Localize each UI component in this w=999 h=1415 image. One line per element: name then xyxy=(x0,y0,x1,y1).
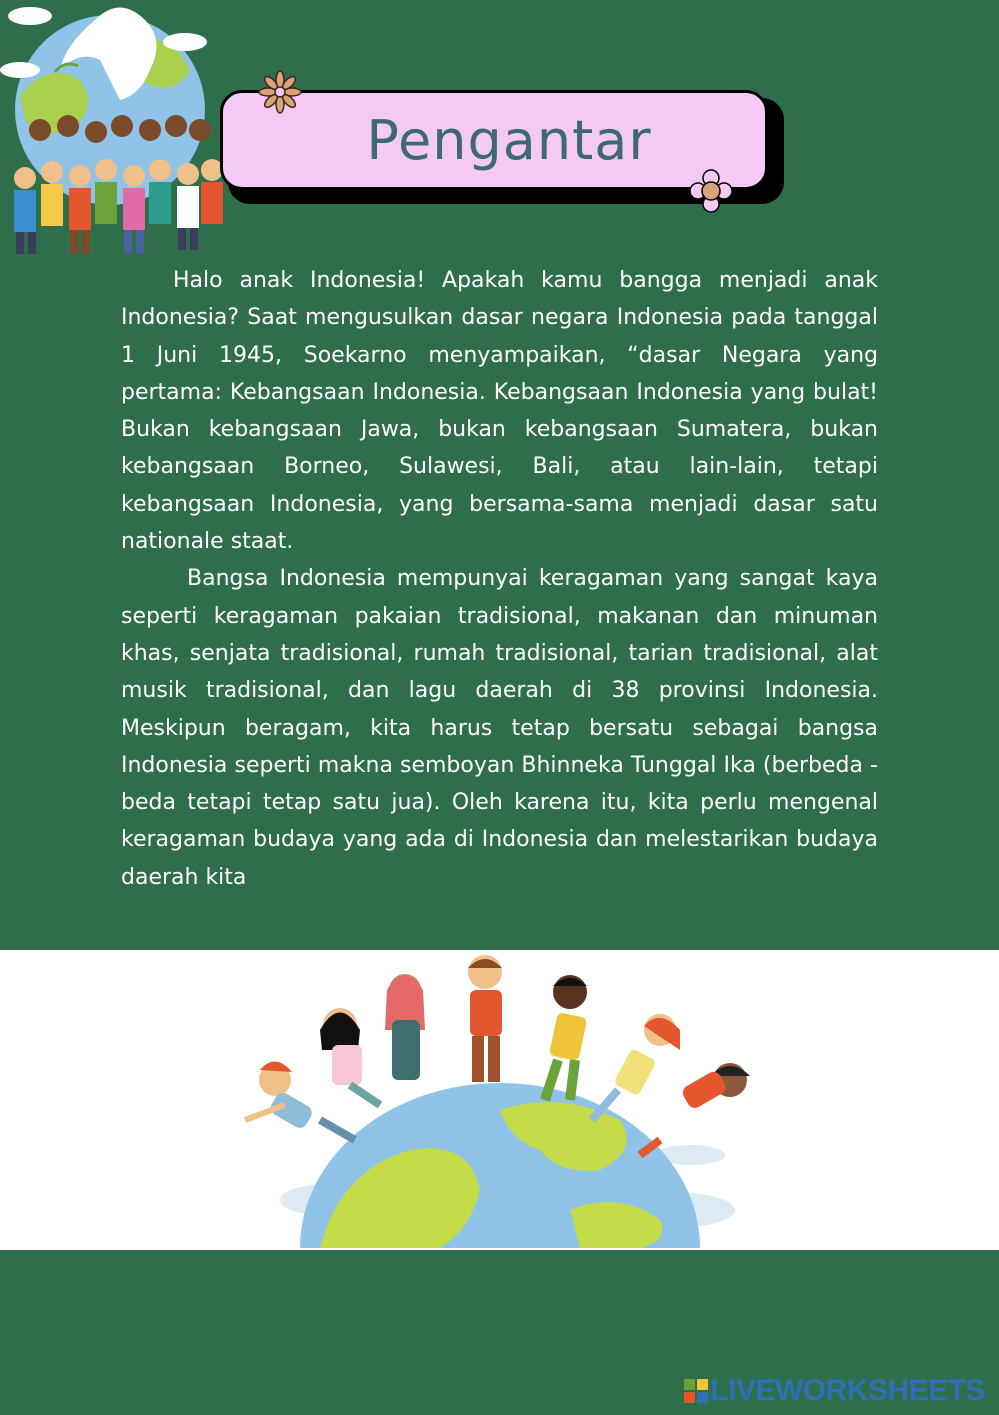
intro-text xyxy=(121,262,878,896)
globe-dove-children-illustration xyxy=(0,0,240,265)
paragraph: Bangsa Indonesia mempunyai keragaman yang sangat kaya seperti keragaman pakaian tradisional, makanan dan minuman khas, senjata tradisional, rumah tradisional, tarian tradisional, alat musik tradisional, dan lagu daerah di 38 provinsi Indonesia. Meskipun beragam, kita harus tetap bersatu sebagai bangsa Indonesia seperti makna semboyan Bhinneka Tunggal Ika (berbeda -beda tetapi tetap satu jua). Oleh karena itu, kita perlu mengenal keragaman budaya yang ada di Indonesia dan melestarikan budaya daerah kita xyxy=(121,566,878,890)
flower-icon xyxy=(688,168,734,214)
title-banner xyxy=(220,90,768,190)
brand-name: LIVEWORKSHEETS xyxy=(710,1374,985,1407)
flower-icon xyxy=(258,70,302,114)
paragraph: Halo anak Indonesia! Apakah kamu bangga menjadi anak Indonesia? Saat mengusulkan dasar negara Indonesia pada tanggal 1 Juni 1945, Soekarno menyampaikan, “dasar Negara yang pertama: Kebangsaan Indonesia. Kebangsaan Indonesia yang bulat! Bukan kebangsaan Jawa, bukan kebangsaan Sumatera, bukan kebangsaan Borneo, Sulawesi, Bali, atau lain-lain, tetapi kebangsaan Indonesia, yang bersama-sama menjadi dasar satu nationale staat. xyxy=(121,268,878,555)
liveworksheets-brand xyxy=(684,1374,985,1408)
liveworksheets-logo-icon xyxy=(684,1379,708,1403)
page-title: Pengantar xyxy=(366,108,652,172)
children-around-globe-illustration xyxy=(240,950,760,1248)
